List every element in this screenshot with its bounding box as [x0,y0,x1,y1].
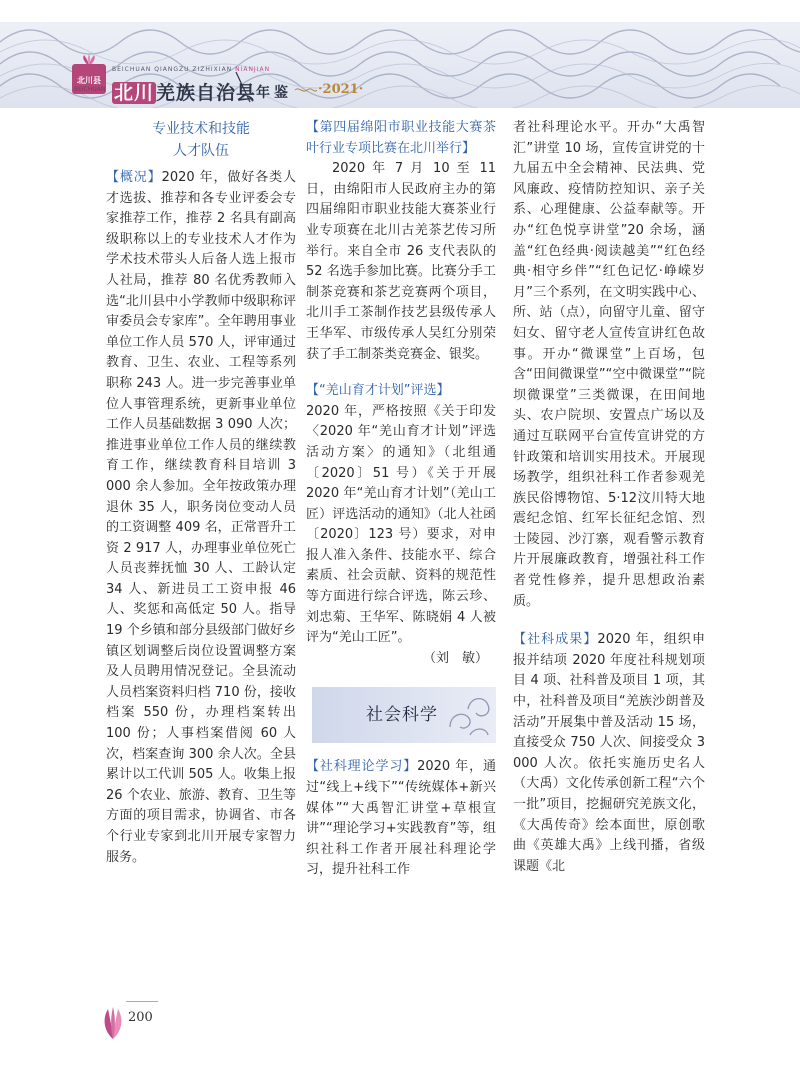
overview-paragraph [106,168,296,868]
column-2 [306,118,496,881]
tea-contest-paragraph: 2020 年 7 月 10 至 11 日，由绵阳市人民政府主办的第四届绵阳市职业技能大赛茶业行业专项赛在北川古羌茶艺传习所举行。来自全市 26 支代表队的 52 名选手参加比赛。比赛分手工制茶竞赛和茶艺竞赛两个项目，北川手工茶制作技艺县级传承人王华军、市级传承人吴红分别荣获了手工制茶类竞赛金、银奖。 [306,161,496,362]
pinyin-highlight: NIANJIAN [235,66,271,73]
page-flower-icon [100,1005,126,1039]
header-title-rest: 羌族自治县 [156,82,257,104]
section-title-line-1: 专业技术和技能 [152,121,250,137]
theory-study-text: 2020 年，通过“线上+线下”“传统媒体+新兴媒体”“大禹智汇讲堂+草根宣讲”“理论学习+实践教育”等，组织社科工作者开展社科理论学习，提升社科工作 [306,759,496,878]
achievements-tag: 【社科成果】 [513,632,598,648]
footer-rule [126,1001,158,1002]
banner-title: 社会科学 [366,705,438,726]
qiangshan-paragraph: 2020 年，严格按照《关于印发〈2020 年“羌山育才计划”评选活动方案〉的通知》（北组通〔2020〕51 号）《关于开展 2020 年“羌山育才计划”（羌山工匠）评选活动的通知》（北人社函〔2020〕123 号）要求，对申报人准入条件、技能水平、综合素质、社会贡献、资料的规范性等方面进行综合评选，陈云珍、刘忠菊、王华军、陈晓娟 4 人被评为“羌山工匠”。 [306,403,496,646]
slash-divider-icon [232,70,256,104]
page-number: 200 [128,1010,153,1025]
column-1 [106,118,296,868]
header-title-beichuan: 北川 [114,82,155,104]
overview-tag: 【概况】 [106,170,162,185]
section-title-talent [106,118,296,162]
achievements-paragraph [513,630,705,877]
header-year: ·2021· [318,82,364,97]
logo-caption: BEICHUAN [74,86,106,93]
header-yearbook-label: 年鉴 [256,85,292,101]
author-credit: （刘 敏） [422,650,488,666]
pinyin-prefix: BEICHUAN QIANGZU ZIZHIXIAN [112,66,236,73]
theory-study-tag: 【社科理论学习】 [306,759,418,775]
ornament-icon [295,86,317,94]
column-3 [513,118,705,877]
overview-text: 2020 年，做好各类人才选拔、推荐和各专业评委会专家推荐工作，推荐 2 名具有副高级职称以上的专业技术人才作为学术技术带头人后备人选上报市人社局，推荐 80 名优秀教师入选“北川县中小学教师中级职称评审委员会专家库”。全年聘用事业单位工作人员 570 人，评审通过教育、卫生、农业、工程等系列职称 243 人。进一步完善事业单位人事管理系统，更新事业单位工作人员基础数据 3 090 人次；推进事业单位工作人员的继续教育工作，继续教育科目培训 3 000 余人参加。全年按政策办理退休 35 人，职务岗位变动人员的工资调整 409 名，正常晋升工资 2 917 人，办理事业单位死亡人员丧葬抚恤 30 人、工龄认定 34 人、新进员工工资申报 46 人、奖惩和高低定 50 人。指导 19 个乡镇和部分县级部门做好乡镇区划调整后岗位设置调整方案及人员聘用情况登记。全县流动人员档案资料归档 710 份，接收档案 550 份，办理档案转出 100 份；人事档案借阅 60 人次，档案查询 300 余人次。全县累计以工代训 505 人。收集上报 26 个农业、旅游、教育、卫生等方面的项目需求，协调省、市各个行业专家到北川开展专家智力服务。 [106,170,296,865]
qiangshan-heading: 【“羌山育才计划”评选】 [306,383,450,399]
tea-contest-heading: 【第四届绵阳市职业技能大赛茶叶行业专项比赛在北川举行】 [306,120,496,156]
section-title-line-2: 人才队伍 [173,143,229,159]
county-badge-text: 北川县 [77,75,101,85]
achievements-text: 2020 年，组织申报并结项 2020 年度社科规划项目 4 项、社科普及项目 1 项，其中，社科普及项目“羌族沙朗普及活动”开展集中普及活动 15 场，直接受众 750 人次、间接受众 3 000 人次。依托实施历史名人（大禹）文化传承创新工程“六个一批”项目，挖掘研究羌族文化，《大禹传奇》绘本面世，原创歌曲《英雄大禹》上线刊播，省级课题《北 [513,632,705,874]
section-banner-social-science [312,687,496,743]
theory-study-continued: 者社科理论水平。开办“大禹智汇”讲堂 10 场，宣传宣讲党的十九届五中全会精神、民法典、党风廉政、疫情防控知识、亲子关系、心理健康、公益奉献等。开办“红色悦享讲堂”20 余场，涵盖“红色经典·阅读越美”“红色经典·相守乡伴”“红色记忆·峥嵘岁月”三个系列，在文明实践中心、所、站（点），向留守儿童、留守妇女、留守老人宣传宣讲红色故事。开办“微课堂”上百场，包含“田间微课堂”“空中微课堂”“院坝微课堂”三类微课，在田间地头、农户院坝、安置点广场以及通过互联网平台宣传宣讲党的方针政策和培训实用技术。开展现场教学，组织社科工作者参观羌族民俗博物馆、5·12汶川特大地震纪念馆、红军长征纪念馆、烈士陵园、沙汀寨，观看警示教育片开展廉政教育，增强社科工作者党性修养，提升思想政治素质。 [513,120,705,609]
theory-study-paragraph [306,757,496,881]
cloud-swirl-icon [440,687,496,743]
